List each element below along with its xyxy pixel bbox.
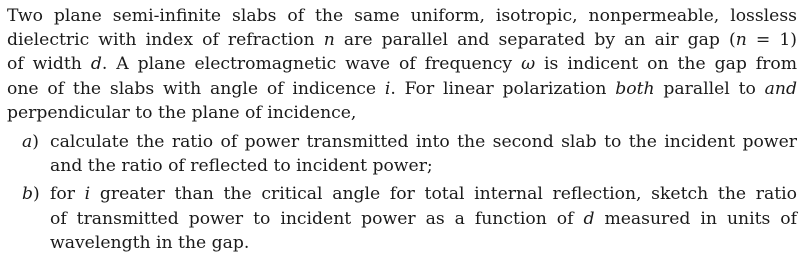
emphasis-both: both bbox=[615, 78, 655, 99]
intro-text: . A plane electromagnetic wave of frequency bbox=[101, 54, 522, 75]
math-i: i bbox=[84, 184, 91, 205]
item-b-line-1 bbox=[50, 182, 797, 206]
intro-line-2 bbox=[7, 28, 797, 52]
question-item-b bbox=[7, 182, 797, 255]
intro-text: one of the slabs with angle of indicence bbox=[7, 78, 385, 99]
math-d: d bbox=[583, 208, 595, 229]
question-item-a bbox=[7, 130, 797, 178]
item-marker bbox=[22, 182, 40, 206]
problem-intro bbox=[7, 4, 797, 125]
intro-text: = 1) bbox=[746, 30, 798, 51]
intro-line-4 bbox=[7, 77, 797, 101]
math-n: n bbox=[323, 30, 335, 51]
item-a-line-2: and the ratio of reflected to incident power; bbox=[50, 156, 433, 177]
item-letter: a bbox=[22, 132, 33, 153]
math-d: d bbox=[90, 54, 102, 75]
item-letter: b bbox=[22, 184, 34, 205]
intro-line-3 bbox=[7, 52, 797, 76]
item-text: greater than the critical angle for total internal reflection, sketch the ratio bbox=[90, 184, 797, 205]
emphasis-and: and bbox=[764, 78, 797, 99]
intro-text: is indicent on the gap from bbox=[535, 54, 798, 75]
intro-text: of width bbox=[7, 54, 91, 75]
item-text: of transmitted power to incident power as a function of bbox=[50, 208, 584, 229]
item-b-line-3: wavelength in the gap. bbox=[50, 232, 250, 253]
math-omega: ω bbox=[521, 54, 536, 75]
intro-text: dielectric with index of refraction bbox=[7, 30, 324, 51]
item-b-line-2 bbox=[50, 207, 797, 231]
intro-text: parallel to bbox=[654, 78, 765, 99]
item-text: for bbox=[50, 184, 85, 205]
item-paren: ) bbox=[32, 132, 39, 153]
item-text: measured in units of bbox=[594, 208, 797, 229]
item-paren: ) bbox=[33, 184, 40, 205]
intro-line-1: Two plane semi-infinite slabs of the same uniform, isotropic, nonpermeable, lossless bbox=[7, 6, 797, 26]
question-list bbox=[7, 130, 797, 255]
intro-text: . For linear polarization bbox=[390, 78, 616, 99]
item-a-line-1: calculate the ratio of power transmitted into the second slab to the incident power bbox=[50, 132, 797, 153]
intro-text: are parallel and separated by an air gap ( bbox=[334, 30, 736, 51]
math-i: i bbox=[384, 78, 391, 99]
item-marker bbox=[22, 130, 39, 154]
math-n: n bbox=[735, 30, 747, 51]
intro-line-5: perpendicular to the plane of incidence, bbox=[7, 102, 357, 123]
